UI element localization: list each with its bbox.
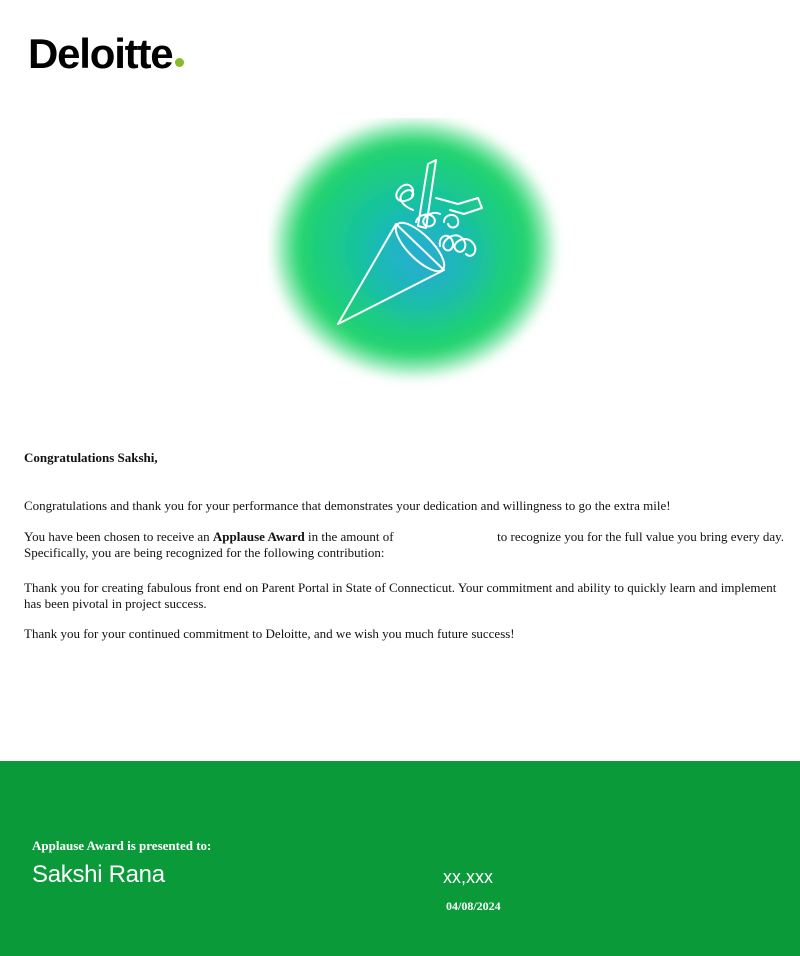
award-line-2: Specifically, you are being recognized for the following contribution:: [24, 545, 385, 560]
logo-text: Deloitte: [28, 30, 173, 77]
presented-label: Applause Award is presented to:: [32, 838, 212, 853]
award-footer: [0, 761, 800, 956]
award-amount: xx,xxx: [443, 867, 494, 887]
award-mid-text: in the amount of: [308, 529, 394, 544]
hero-illustration: [268, 118, 564, 388]
award-line: [24, 529, 784, 545]
award-lead-text: You have been chosen to receive an: [24, 529, 210, 544]
logo-dot-icon: [175, 58, 184, 67]
award-date: 04/08/2024: [446, 899, 501, 913]
hero-blob-inner: [328, 178, 508, 338]
award-letter: [24, 450, 794, 641]
award-tail-text: to recognize you for the full value you bring every day.: [497, 529, 784, 544]
recipient-name: Sakshi Rana: [32, 861, 165, 888]
paragraph-congratulations: Congratulations and thank you for your performance that demonstrates your dedication and willingness to go the extra mile!: [24, 498, 671, 513]
paragraph-award: [24, 529, 794, 561]
party-popper-icon: [268, 118, 564, 388]
award-line-lead: [24, 529, 464, 545]
paragraph-contribution: Thank you for creating fabulous front end on Parent Portal in State of Connecticut. Your commitment and ability to quickly learn and implement has been pivotal in project success.: [24, 580, 777, 611]
greeting: Congratulations Sakshi,: [24, 450, 158, 465]
paragraph-closing: Thank you for your continued commitment to Deloitte, and we wish you much future success!: [24, 626, 515, 641]
award-name: Applause Award: [212, 529, 305, 544]
deloitte-logo: [28, 30, 184, 78]
